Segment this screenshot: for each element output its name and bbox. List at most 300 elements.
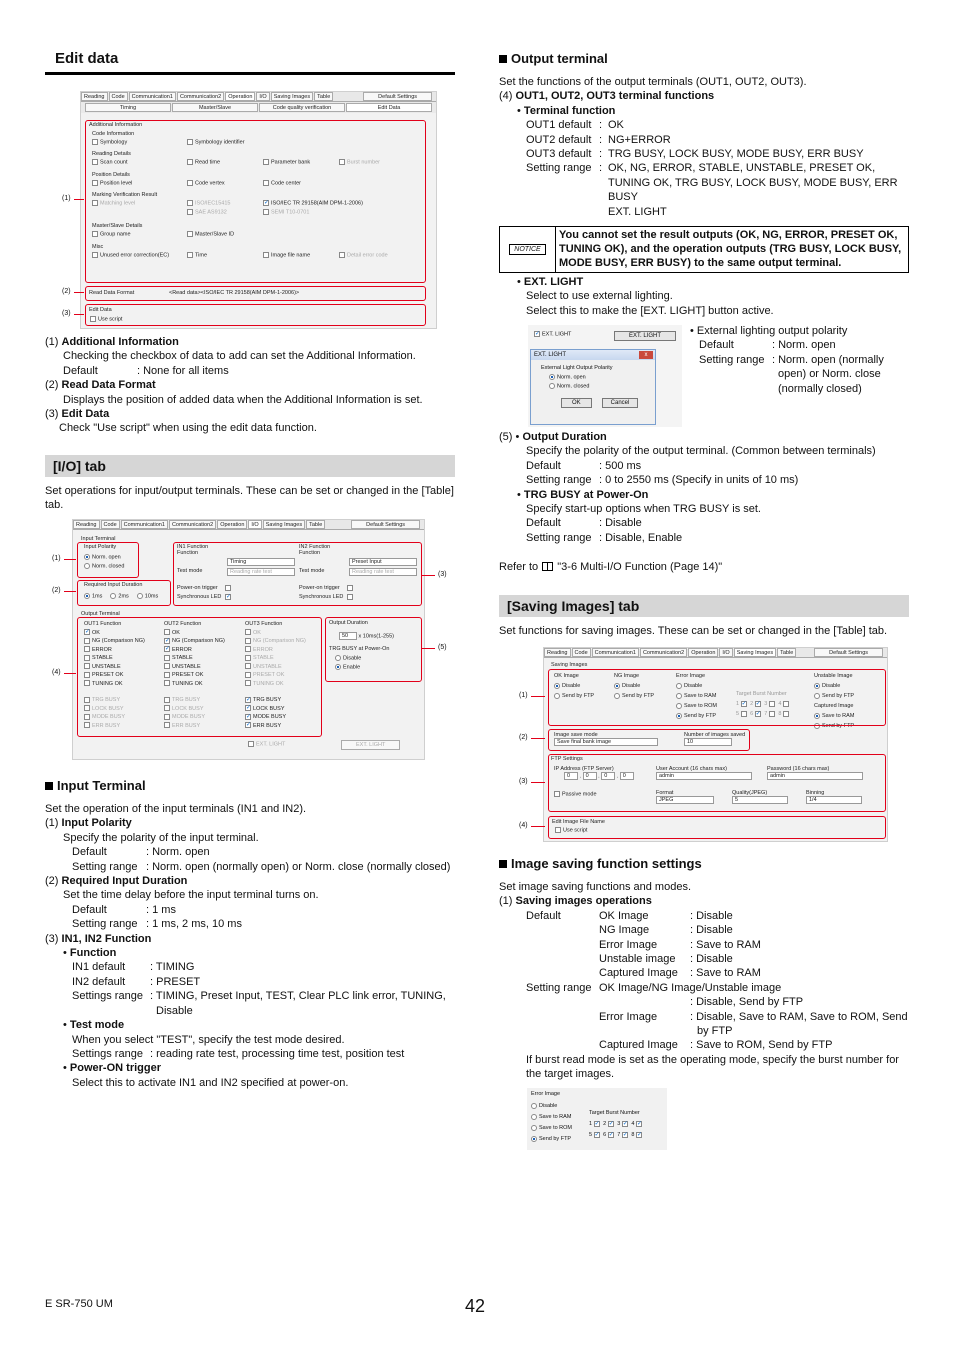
- key: Settings range: [72, 1047, 143, 1060]
- default-label: Default: [526, 909, 561, 922]
- label: Master/Slave ID: [195, 231, 235, 238]
- item-title: Saving images operations: [515, 895, 652, 908]
- highlight-box-2: [77, 580, 171, 606]
- label: Use script: [98, 316, 123, 323]
- group-label: OK Image: [554, 673, 579, 679]
- square-bullet-icon: [499, 55, 507, 63]
- label: Position level: [100, 180, 133, 187]
- notice-tag: [500, 227, 556, 272]
- edit-data-descriptions: [45, 335, 455, 436]
- value: : Save to RAM: [690, 967, 761, 980]
- ip-group: IP Address (FTP Server) 0 . 0 . 0 . 0: [554, 766, 634, 780]
- label: Scan count: [100, 159, 128, 166]
- num: 2: [603, 1121, 607, 1127]
- tab-code[interactable]: Code: [109, 92, 128, 101]
- label: Synchronous LED: [299, 594, 344, 600]
- value: : TIMING, Preset Input, TEST, Clear PLC link error, TUNING, Disable: [150, 990, 446, 1017]
- refer-prefix: Refer to: [499, 561, 539, 573]
- item-title: Read Data Format: [61, 379, 156, 392]
- callout-line: [531, 696, 545, 697]
- output-terminal-label: Output Terminal: [81, 611, 120, 617]
- heading-text: Input Terminal: [57, 778, 146, 793]
- io-screenshot: [72, 519, 425, 760]
- label: Save to ROM: [539, 1125, 573, 1131]
- value: : 1 ms: [146, 903, 176, 916]
- callout-line: [421, 648, 435, 649]
- group-label: Quality(JPEG): [732, 790, 768, 796]
- group-label: OUT1 Function: [84, 621, 122, 627]
- label: PRESET OK: [253, 672, 285, 678]
- label: OK: [92, 629, 100, 636]
- label: Norm. closed: [557, 383, 590, 390]
- label: Symbology identifier: [195, 139, 245, 146]
- key: Unstable image: [599, 953, 676, 966]
- group-label: NG Image: [614, 673, 640, 679]
- label: Enable: [343, 664, 361, 671]
- edit-data-group-label: Edit Data: [89, 307, 112, 313]
- highlight-box-4: [77, 617, 322, 737]
- isf-heading: [499, 856, 909, 871]
- input-terminal-body: [45, 802, 455, 1090]
- callout-line: [421, 575, 435, 576]
- radio-save-rom[interactable]: [531, 1123, 572, 1134]
- group-label: OUT3 Function: [245, 621, 283, 627]
- value: NG+ERROR: [608, 133, 671, 146]
- radio-save-ram[interactable]: [531, 1112, 572, 1123]
- label: NG (Comparison NG): [172, 638, 225, 644]
- item-num: (1): [45, 817, 59, 830]
- group-label: User Account (16 chars max): [656, 766, 727, 772]
- key: Setting range: [526, 162, 592, 175]
- label: SAE AS9132: [195, 209, 227, 216]
- value: TRG BUSY, LOCK BUSY, MODE BUSY, ERR BUSY: [608, 148, 864, 161]
- highlight-box-2: [548, 729, 750, 751]
- book-icon: [542, 562, 553, 571]
- label: Code vertex: [195, 180, 225, 187]
- value: : Save to ROM, Send by FTP: [690, 1039, 833, 1052]
- value: : Norm. open (normally open) or Norm. close (normally closed): [146, 860, 451, 873]
- callout-1: (1): [519, 692, 528, 699]
- radio-icon: [549, 383, 555, 389]
- item-title: OUT1, OUT2, OUT3 terminal functions: [515, 90, 715, 103]
- item-num: (2): [45, 379, 59, 392]
- tab-io[interactable]: I/O: [719, 648, 732, 657]
- radio-disable[interactable]: [531, 1101, 572, 1112]
- callout-line: [64, 673, 76, 674]
- quality-select[interactable]: 5: [732, 796, 788, 804]
- label: SEMI T10-0701: [271, 209, 310, 216]
- label: UNSTABLE: [253, 663, 282, 670]
- tab-reading[interactable]: Reading: [81, 92, 108, 101]
- checkbox-icon: [248, 741, 254, 747]
- read-data-format-value[interactable]: <Read data><ISO/IEC TR 29158(AIM DPM-1-2006)>: [169, 290, 300, 296]
- ip-octet-3[interactable]: 0: [601, 772, 615, 780]
- password-input[interactable]: admin: [767, 772, 863, 780]
- item-num: (3): [45, 408, 59, 421]
- label: TRG BUSY: [253, 697, 282, 703]
- highlight-box-1: [85, 120, 426, 283]
- cb-ext-light[interactable]: [248, 741, 285, 747]
- value: EXT. LIGHT: [608, 205, 667, 218]
- subtab-edit-data[interactable]: Edit Data: [346, 103, 432, 112]
- ok-button[interactable]: OK: [561, 398, 592, 408]
- radio-selected-icon: [549, 374, 555, 380]
- ftp-settings-label: FTP Settings: [551, 756, 583, 762]
- item-title: Edit Data: [61, 408, 110, 421]
- highlight-box-3: [173, 542, 422, 606]
- bullet: •: [517, 276, 521, 288]
- tab-table[interactable]: Table: [306, 520, 325, 529]
- radio-icon: [531, 1114, 537, 1120]
- label: Norm. open: [92, 554, 121, 561]
- intro: Set image saving functions and modes.: [499, 881, 692, 893]
- default-settings-button[interactable]: Default Settings: [351, 520, 420, 529]
- item-title: Required Input Duration: [61, 875, 188, 888]
- value: : PRESET: [150, 975, 201, 988]
- label: 2ms: [118, 593, 129, 600]
- item-title: Additional Information: [61, 336, 179, 348]
- tab-code[interactable]: Code: [572, 648, 591, 657]
- tab-table[interactable]: Table: [777, 648, 796, 657]
- value: : Disable: [690, 924, 733, 937]
- ext-light-dialog: [530, 349, 656, 425]
- key: Default: [72, 903, 107, 916]
- label: MODE BUSY: [92, 714, 126, 720]
- label: OK: [253, 629, 261, 636]
- heading-text: Image saving function settings: [511, 856, 702, 871]
- checkbox-checked-icon[interactable]: [594, 1132, 600, 1138]
- colon: :: [599, 119, 603, 132]
- radio-icon: [531, 1125, 537, 1131]
- label: TUNING OK: [253, 680, 284, 687]
- burst-screenshot: [527, 1088, 667, 1150]
- tab-reading[interactable]: Reading: [544, 648, 571, 657]
- label: ISO/IEC15415: [195, 200, 231, 207]
- key: Setting range: [699, 353, 765, 366]
- saving-images-screenshot: [543, 647, 888, 842]
- num: 3: [617, 1121, 621, 1127]
- subtab-timing[interactable]: Timing: [85, 103, 171, 112]
- highlight-box-4: [548, 816, 886, 839]
- label: Passive mode: [562, 791, 597, 798]
- item-desc: Select to use external lighting.: [526, 290, 673, 303]
- tab-saving-images[interactable]: Saving Images: [271, 92, 313, 101]
- callout-2: (2): [52, 587, 61, 594]
- ext-light-button[interactable]: EXT. LIGHT: [614, 331, 676, 341]
- bullet: •: [515, 431, 520, 443]
- colon: :: [599, 162, 603, 175]
- group-label: IN2 Function: [299, 544, 331, 550]
- master-slave-label: Master/Slave Details: [92, 223, 143, 230]
- num: 8: [631, 1132, 635, 1138]
- misc-label: Misc: [92, 243, 104, 250]
- value: : reading rate test, processing time test, position test: [150, 1047, 405, 1060]
- group-label: Password (16 chars max): [767, 766, 830, 772]
- setting-range-label: Setting range: [526, 981, 592, 994]
- ext-light-screenshot: [528, 325, 682, 427]
- item-title: EXT. LIGHT: [523, 276, 584, 288]
- callout-line: [531, 826, 545, 827]
- label: Power-on trigger: [299, 585, 340, 591]
- in1-function-select[interactable]: Timing: [227, 558, 295, 566]
- value: : Disable: [690, 909, 733, 922]
- output-terminal-body: [499, 75, 909, 219]
- tab-communication1[interactable]: Communication1: [592, 648, 639, 657]
- user-account-input[interactable]: admin: [656, 772, 752, 780]
- group-label: Number of images saved: [684, 732, 746, 738]
- group-label: Unstable Image: [814, 673, 853, 679]
- code-info-label: Code Information: [92, 131, 135, 137]
- value: : 1 ms, 2 ms, 10 ms: [146, 918, 242, 931]
- label: Unused error correction(EC): [100, 252, 170, 259]
- label: Burst number: [347, 159, 381, 166]
- label: 1ms: [92, 593, 103, 600]
- key: NG Image: [599, 924, 650, 937]
- item-desc: Check "Use script" when using the edit data function.: [59, 422, 317, 435]
- notice-box: [499, 226, 909, 273]
- num: 5: [589, 1132, 593, 1138]
- callout-1: (1): [62, 195, 71, 202]
- label: Send by FTP: [822, 693, 855, 699]
- item-desc: Specify start-up options when TRG BUSY is set.: [526, 503, 761, 516]
- value: : Disable: [690, 953, 733, 966]
- group-label: Target Burst Number: [736, 691, 787, 697]
- label: ERROR: [253, 646, 273, 653]
- label: Symbology: [100, 139, 128, 146]
- group-label: Output Duration: [329, 620, 368, 626]
- item-title: IN1, IN2 Function: [61, 932, 152, 945]
- target-burst-group: Target Burst Number 1 ✓ 2 ✓ 3 4 5 6 ✓ 7 8: [736, 689, 791, 719]
- label: STABLE: [253, 655, 274, 661]
- in2-test-mode-select[interactable]: Reading rate test: [349, 568, 417, 576]
- label: TUNING OK: [172, 680, 203, 687]
- close-icon[interactable]: x: [639, 351, 653, 359]
- tab-communication1[interactable]: Communication1: [121, 520, 168, 529]
- cb-ext-light[interactable]: [534, 331, 571, 337]
- label: EXT. LIGHT: [256, 741, 286, 748]
- item-desc: When you select "TEST", specify the test mode desired.: [72, 1033, 345, 1046]
- callout-3: (3): [519, 778, 528, 785]
- bullet: •: [517, 104, 521, 117]
- checkbox-checked-icon[interactable]: [636, 1132, 642, 1138]
- tab-operation[interactable]: Operation: [217, 520, 247, 529]
- group-label: Input Polarity: [84, 544, 117, 550]
- subtab-master-slave[interactable]: Master/Slave: [172, 103, 258, 112]
- label: Disable: [562, 683, 581, 689]
- label: PRESET OK: [172, 672, 204, 678]
- item-title: Output Duration: [522, 431, 607, 443]
- label: OK: [172, 629, 180, 636]
- checkbox-checked-icon[interactable]: [608, 1121, 614, 1127]
- square-bullet-icon: [499, 860, 507, 868]
- checkbox-checked-icon[interactable]: [622, 1121, 628, 1127]
- label: Disable: [343, 655, 362, 662]
- tab-operation[interactable]: Operation: [225, 92, 255, 101]
- item-desc: Select this to activate IN1 and IN2 specified at power-on.: [72, 1076, 349, 1089]
- default-settings-button[interactable]: Default Settings: [814, 648, 883, 657]
- notice-text: You cannot set the result outputs (OK, NG, ERROR, PRESET OK, TUNING OK), and the operation outputs (TRG BUSY, LOCK BUSY, MODE BUSY, ERR BUSY) to the same output terminal.: [559, 229, 902, 269]
- item-desc: Displays the position of added data when the Additional Information is set.: [63, 393, 423, 406]
- saving-intro: Set functions for saving images. These can be set or changed in the [Table] tab.: [499, 625, 888, 637]
- square-bullet-icon: [45, 782, 53, 790]
- label: Disable: [822, 683, 841, 689]
- tab-saving-images[interactable]: Saving Images: [734, 648, 776, 657]
- item-title: Input Polarity: [61, 817, 132, 830]
- binning-select[interactable]: 1/4: [806, 796, 862, 804]
- default-key: Default: [63, 364, 98, 377]
- item-desc: Select this to make the [EXT. LIGHT] button active.: [526, 304, 774, 317]
- item-title: Function: [69, 947, 117, 960]
- label: Send by FTP: [562, 693, 595, 699]
- key: Captured Image: [599, 967, 678, 980]
- label: UNSTABLE: [172, 663, 201, 670]
- value: OK: [608, 119, 624, 132]
- tab-communication2[interactable]: Communication2: [177, 92, 224, 101]
- value: : Save to RAM: [690, 938, 761, 951]
- key: Setting range: [72, 918, 138, 931]
- callout-line: [74, 314, 84, 315]
- checkbox-checked-icon: [534, 331, 540, 337]
- value: : Norm. open (normally open) or Norm. close (normally closed): [772, 353, 884, 395]
- highlight-box-1: [77, 542, 139, 578]
- bullet: •: [63, 947, 67, 960]
- label: Synchronous LED: [177, 594, 222, 600]
- key: OUT2 default: [526, 133, 592, 146]
- callout-3: (3): [438, 571, 447, 578]
- tab-code[interactable]: Code: [101, 520, 120, 529]
- bullet: •: [63, 1019, 67, 1032]
- output-duration-section: [499, 430, 909, 545]
- num: 1: [589, 1121, 593, 1127]
- radio-icon: [531, 1103, 537, 1109]
- callout-line: [531, 782, 545, 783]
- in2-function-select[interactable]: Preset Input: [349, 558, 417, 566]
- ext-light-button[interactable]: EXT. LIGHT: [341, 740, 400, 750]
- item-num: (1): [499, 895, 513, 908]
- highlight-box-5: [325, 617, 422, 682]
- label: Save to RAM: [539, 1114, 572, 1120]
- label: NG (Comparison NG): [92, 638, 145, 644]
- save-mode-select[interactable]: Save final bank image: [554, 738, 658, 746]
- subtab-code-quality[interactable]: Code quality verification: [259, 103, 345, 112]
- tab-communication2[interactable]: Communication2: [169, 520, 216, 529]
- label: Group name: [100, 231, 131, 238]
- tab-saving-images[interactable]: Saving Images: [263, 520, 305, 529]
- checkbox-checked-icon[interactable]: [622, 1132, 628, 1138]
- radio-selected-icon: [531, 1136, 537, 1142]
- item-num: (5): [499, 431, 513, 443]
- value: : Norm. open: [772, 339, 836, 352]
- label: Disable: [539, 1103, 558, 1109]
- tab-operation[interactable]: Operation: [688, 648, 718, 657]
- checkbox-checked-icon[interactable]: [636, 1121, 642, 1127]
- num: 4: [631, 1121, 635, 1127]
- checkbox-checked-icon[interactable]: [594, 1121, 600, 1127]
- label: LOCK BUSY: [92, 705, 124, 712]
- value: : 0 to 2550 ms (Specify in units of 10 ms): [599, 474, 799, 487]
- tab-io[interactable]: I/O: [256, 92, 269, 101]
- ext-light-section: [499, 275, 909, 318]
- radio-norm-closed[interactable]: [531, 380, 655, 389]
- refer-text[interactable]: "3-6 Multi-I/O Function (Page 14)": [557, 561, 723, 573]
- default-value: : None for all items: [137, 364, 229, 377]
- colon: :: [599, 133, 603, 146]
- tab-reading[interactable]: Reading: [73, 520, 100, 529]
- key: Default: [526, 459, 561, 472]
- label: Function: [177, 550, 199, 556]
- item-desc: Set the time delay before the input terminal turns on.: [63, 889, 319, 902]
- tab-io[interactable]: I/O: [248, 520, 261, 529]
- group-label: Target Burst Number: [589, 1110, 640, 1116]
- num-saved-select[interactable]: 10: [684, 738, 732, 746]
- group-title: Additional Information: [89, 122, 143, 128]
- cancel-button[interactable]: Cancel: [602, 398, 639, 408]
- label: Send by FTP: [684, 713, 717, 719]
- group-label: IP Address (FTP Server): [554, 766, 614, 772]
- callout-5: (5): [438, 644, 447, 651]
- item-num: (3): [45, 932, 59, 945]
- key: Default: [72, 846, 107, 859]
- group-label: Image save mode: [554, 732, 598, 738]
- isf-body: [499, 880, 909, 1082]
- ip-octet-4[interactable]: 0: [620, 772, 634, 780]
- label: Disable: [684, 683, 703, 689]
- num: 6: [603, 1132, 607, 1138]
- tab-communication1[interactable]: Communication1: [129, 92, 176, 101]
- label: Use script: [563, 827, 588, 834]
- group-label: Error Image: [676, 673, 706, 679]
- item-title: Test mode: [69, 1019, 125, 1032]
- format-select[interactable]: JPEG: [656, 796, 714, 804]
- label: 10ms: [144, 593, 159, 600]
- callout-line: [74, 199, 84, 200]
- edit-file-name-label: Edit Image File Name: [552, 819, 605, 825]
- key: Setting range: [526, 474, 592, 487]
- colon: :: [599, 148, 603, 161]
- label: TRG BUSY: [172, 697, 201, 703]
- value: : Disable: [599, 517, 642, 530]
- ip-octet-1[interactable]: 0: [564, 772, 578, 780]
- in1-test-mode-select[interactable]: Reading rate test: [227, 568, 295, 576]
- marking-label: Marking Verification Result: [92, 192, 158, 199]
- group-label: Captured Image: [814, 703, 854, 709]
- default-settings-button[interactable]: Default Settings: [363, 92, 432, 101]
- radio-send-ftp[interactable]: [531, 1134, 572, 1145]
- key: Error Image: [599, 938, 658, 951]
- label: Save to RAM: [822, 713, 855, 719]
- bullet: •: [63, 1062, 67, 1075]
- subtab-bar: [81, 102, 436, 113]
- output-duration-input[interactable]: 50: [339, 632, 357, 640]
- edit-data-heading: [45, 50, 455, 75]
- ip-octet-2[interactable]: 0: [583, 772, 597, 780]
- label: Save to RAM: [684, 693, 717, 699]
- key: Error Image: [599, 1010, 658, 1023]
- callout-1: (1): [52, 555, 61, 562]
- key: OK Image/NG Image/Unstable image: [599, 981, 782, 994]
- group-label: Required Input Duration: [84, 582, 143, 588]
- value: : 500 ms: [599, 459, 642, 472]
- tab-table[interactable]: Table: [314, 92, 333, 101]
- label: TUNING OK: [92, 680, 123, 687]
- reading-details-label: Reading Details: [92, 151, 131, 158]
- tab-communication2[interactable]: Communication2: [640, 648, 687, 657]
- radio-norm-open[interactable]: [531, 371, 655, 380]
- checkbox-checked-icon[interactable]: [608, 1132, 614, 1138]
- label: UNSTABLE: [92, 663, 121, 670]
- intro: Set the functions of the output terminals (OUT1, OUT2, OUT3).: [499, 76, 807, 88]
- label: STABLE: [172, 655, 193, 661]
